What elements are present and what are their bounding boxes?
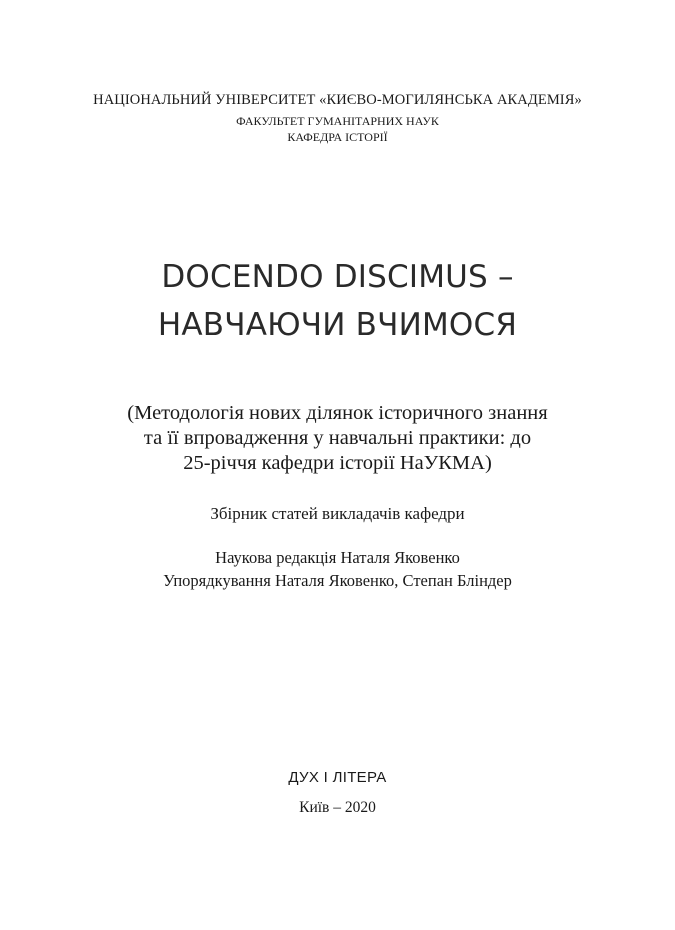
faculty-name: ФАКУЛЬТЕТ ГУМАНІТАРНИХ НАУК (236, 114, 439, 128)
book-title-line-1: DOCENDO DISCIMUS – (161, 259, 514, 295)
book-title-line-2: НАВЧАЮЧИ ВЧИМОСЯ (157, 307, 518, 343)
publisher-name: ДУХ І ЛІТЕРА (288, 769, 387, 786)
department-name: КАФЕДРА ІСТОРІЇ (287, 130, 388, 144)
university-name: НАЦІОНАЛЬНИЙ УНІВЕРСИТЕТ «КИЄВО-МОГИЛЯНСЬКА АКАДЕМІЯ» (93, 92, 582, 108)
subtitle-line-3: 25-річчя кафедри історії НаУКМА) (183, 452, 492, 474)
place-and-year: Київ – 2020 (299, 799, 376, 816)
compilers: Упорядкування Наталя Яковенко, Степан Бліндер (163, 571, 512, 590)
collection-note: Збірник статей викладачів кафедри (210, 504, 465, 523)
subtitle-line-2: та її впровадження у навчальні практики: до (143, 427, 532, 449)
scientific-editor: Наукова редакція Наталя Яковенко (215, 548, 460, 567)
subtitle-line-1: (Методологія нових ділянок історичного знання (127, 402, 548, 424)
